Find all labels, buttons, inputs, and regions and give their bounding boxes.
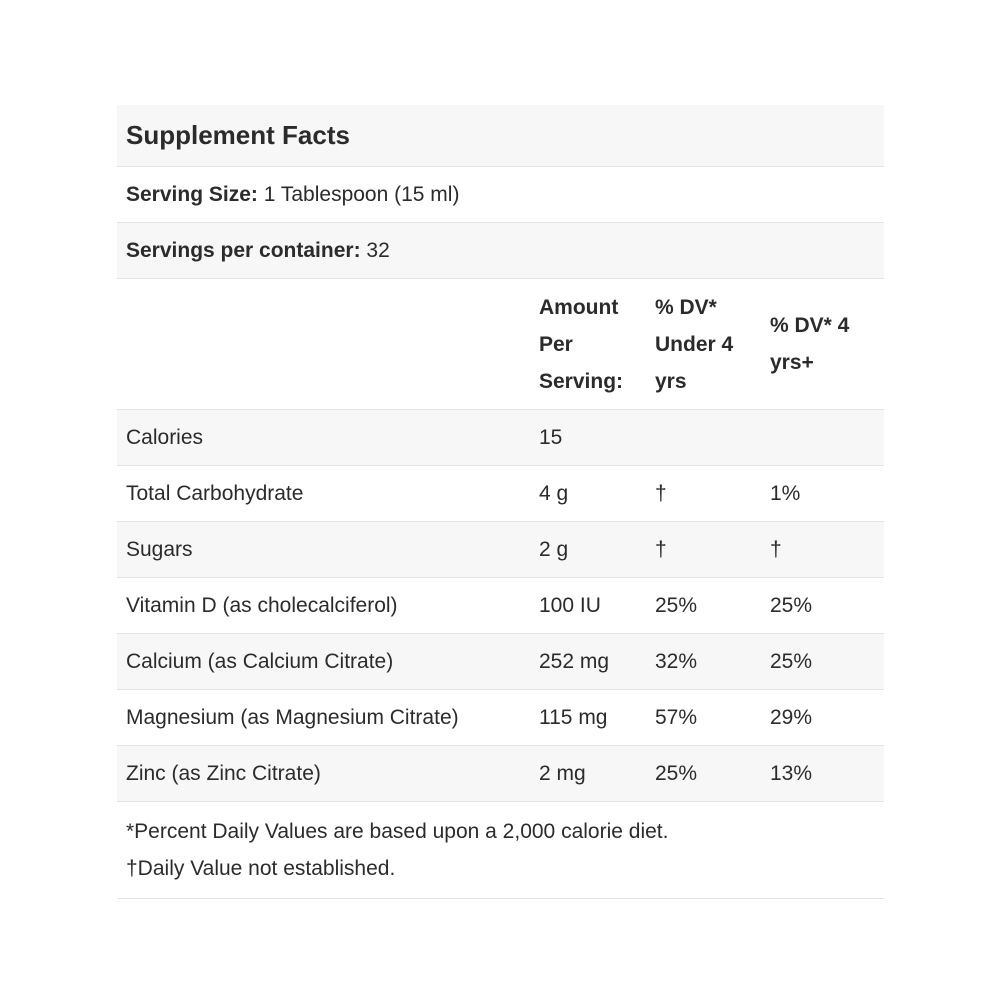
supplement-facts-table xyxy=(117,105,884,899)
table-row xyxy=(117,690,884,746)
nutrient-dv-under-4: 25% xyxy=(646,746,761,802)
nutrient-dv-4-plus: 29% xyxy=(761,690,884,746)
table-row xyxy=(117,578,884,634)
nutrient-dv-under-4 xyxy=(646,410,761,466)
header-dv-4-plus: % DV* 4 yrs+ xyxy=(761,279,884,410)
footnotes xyxy=(117,802,884,899)
table-row xyxy=(117,634,884,690)
nutrient-name: Total Carbohydrate xyxy=(117,466,530,522)
nutrient-dv-4-plus: 13% xyxy=(761,746,884,802)
footnote-dagger: †Daily Value not established. xyxy=(126,857,396,880)
nutrient-dv-under-4: † xyxy=(646,522,761,578)
nutrient-amount: 115 mg xyxy=(530,690,646,746)
nutrient-dv-under-4: † xyxy=(646,466,761,522)
nutrient-dv-under-4: 57% xyxy=(646,690,761,746)
serving-size-row xyxy=(117,167,884,223)
header-empty xyxy=(117,279,530,410)
nutrient-amount: 2 g xyxy=(530,522,646,578)
serving-size xyxy=(117,167,884,223)
nutrient-dv-under-4: 25% xyxy=(646,578,761,634)
nutrient-dv-4-plus: 25% xyxy=(761,634,884,690)
servings-per-container xyxy=(117,223,884,279)
nutrient-dv-4-plus: 25% xyxy=(761,578,884,634)
nutrient-dv-under-4: 32% xyxy=(646,634,761,690)
title-row xyxy=(117,105,884,167)
table-row xyxy=(117,410,884,466)
servings-per-container-value: 32 xyxy=(360,239,390,262)
nutrient-amount: 4 g xyxy=(530,466,646,522)
nutrient-amount: 100 IU xyxy=(530,578,646,634)
nutrient-amount: 252 mg xyxy=(530,634,646,690)
serving-size-value: 1 Tablespoon (15 ml) xyxy=(257,183,460,206)
facts-title: Supplement Facts xyxy=(117,105,884,167)
nutrient-name: Calories xyxy=(117,410,530,466)
nutrient-name: Sugars xyxy=(117,522,530,578)
column-header-row xyxy=(117,279,884,410)
nutrient-dv-4-plus: 1% xyxy=(761,466,884,522)
nutrient-name: Calcium (as Calcium Citrate) xyxy=(117,634,530,690)
footnote-dv: *Percent Daily Values are based upon a 2,000 calorie diet. xyxy=(126,820,669,843)
table-row xyxy=(117,522,884,578)
nutrient-amount: 2 mg xyxy=(530,746,646,802)
nutrient-name: Magnesium (as Magnesium Citrate) xyxy=(117,690,530,746)
nutrient-dv-4-plus: † xyxy=(761,522,884,578)
nutrient-amount: 15 xyxy=(530,410,646,466)
serving-size-label: Serving Size: xyxy=(126,183,258,206)
table-row xyxy=(117,746,884,802)
nutrient-dv-4-plus xyxy=(761,410,884,466)
header-amount: Amount Per Serving: xyxy=(530,279,646,410)
servings-per-container-row xyxy=(117,223,884,279)
footnote-row xyxy=(117,802,884,899)
servings-per-container-label: Servings per container: xyxy=(126,239,361,262)
header-dv-under-4: % DV* Under 4 yrs xyxy=(646,279,761,410)
table-row xyxy=(117,466,884,522)
nutrient-name: Zinc (as Zinc Citrate) xyxy=(117,746,530,802)
nutrient-name: Vitamin D (as cholecalciferol) xyxy=(117,578,530,634)
